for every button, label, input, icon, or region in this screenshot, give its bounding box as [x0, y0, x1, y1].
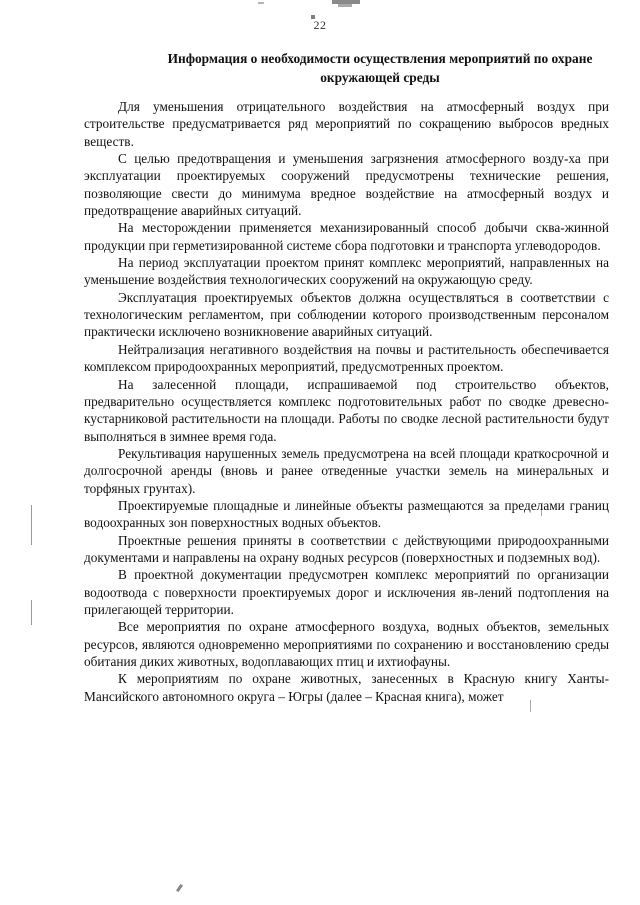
page-number: 22: [313, 18, 327, 32]
paragraph: На залесенной площади, испрашиваемой под строительство объектов, предварительно осуществляется комплекс подготовительных работ по сводке древесно-кустарниковой растительности на площади. Работы по сводке лесной растительности будут выполняться в зимнее время года.: [84, 376, 609, 444]
scan-speck: [176, 884, 183, 892]
page-title: Информация о необходимости осуществления мероприятий по охране окружающей среды: [167, 51, 593, 85]
scan-margin-line: [31, 600, 32, 625]
paragraph: В проектной документации предусмотрен комплекс мероприятий по организации водоотвода с поверхности проектируемых дорог и исключения яв-лений подтопления на прилегающей территории.: [84, 567, 609, 617]
paragraph: Все мероприятия по охране атмосферного воздуха, водных объектов, земельных ресурсов, являются одновременно мероприятиями по сохранению и восстановлению среды обитания диких животных, водоплавающих птиц и ихтиофауны.: [84, 619, 609, 669]
body-text: [84, 98, 609, 705]
paragraph: Для уменьшения отрицательного воздействия на атмосферный воздух при строительстве предусматривается ряд мероприятий по сокращению выбросов вредных веществ.: [84, 99, 609, 149]
paragraph: Рекультивация нарушенных земель предусмотрена на всей площади краткосрочной и долгосрочной аренды (вновь и ранее отведенные участки земель на минеральных и торфяных грунтах).: [84, 445, 609, 496]
paragraph: На период эксплуатации проектом принят комплекс мероприятий, направленных на уменьшение воздействия технологических сооружений на окружающую среду.: [84, 255, 609, 288]
paragraph: Проектные решения приняты в соответствии с действующими природоохранными документами и направлены на охрану водных ресурсов (поверхностных и подземных вод).: [84, 532, 609, 565]
paragraph: Нейтрализация негативного воздействия на почвы и растительность обеспечивается комплексом природоохранных мероприятий, предусмотренных проектом.: [84, 341, 609, 375]
paragraph: Эксплуатация проектируемых объектов должна осуществляться в соответствии с технологическим регламентом, при соблюдении которого производственным персоналом практически исключено возникновение аварийных ситуаций.: [84, 289, 609, 340]
paragraph: К мероприятиям по охране животных, занесенных в Красную книгу Ханты-Мансийского автономного округа – Югры (далее – Красная книга), может: [84, 671, 609, 704]
scan-mark: [338, 4, 352, 7]
scan-mark: [258, 2, 264, 4]
paragraph: С целью предотвращения и уменьшения загрязнения атмосферного возду-ха при эксплуатации проектируемых сооружений предусмотрены технические решения, позволяющие свести до минимума вредное воздействие на атмосферный воздух и предотвращение аварийных ситуаций.: [84, 151, 609, 219]
paragraph: Проектируемые площадные и линейные объекты размещаются за пределами границ водоохранных зон поверхностных водных объектов.: [84, 497, 609, 531]
scan-margin-line: [31, 505, 32, 545]
paragraph: На месторождении применяется механизированный способ добычи сква-жинной продукции при герметизированной системе сбора подготовки и транспорта углеводородов.: [84, 220, 609, 253]
